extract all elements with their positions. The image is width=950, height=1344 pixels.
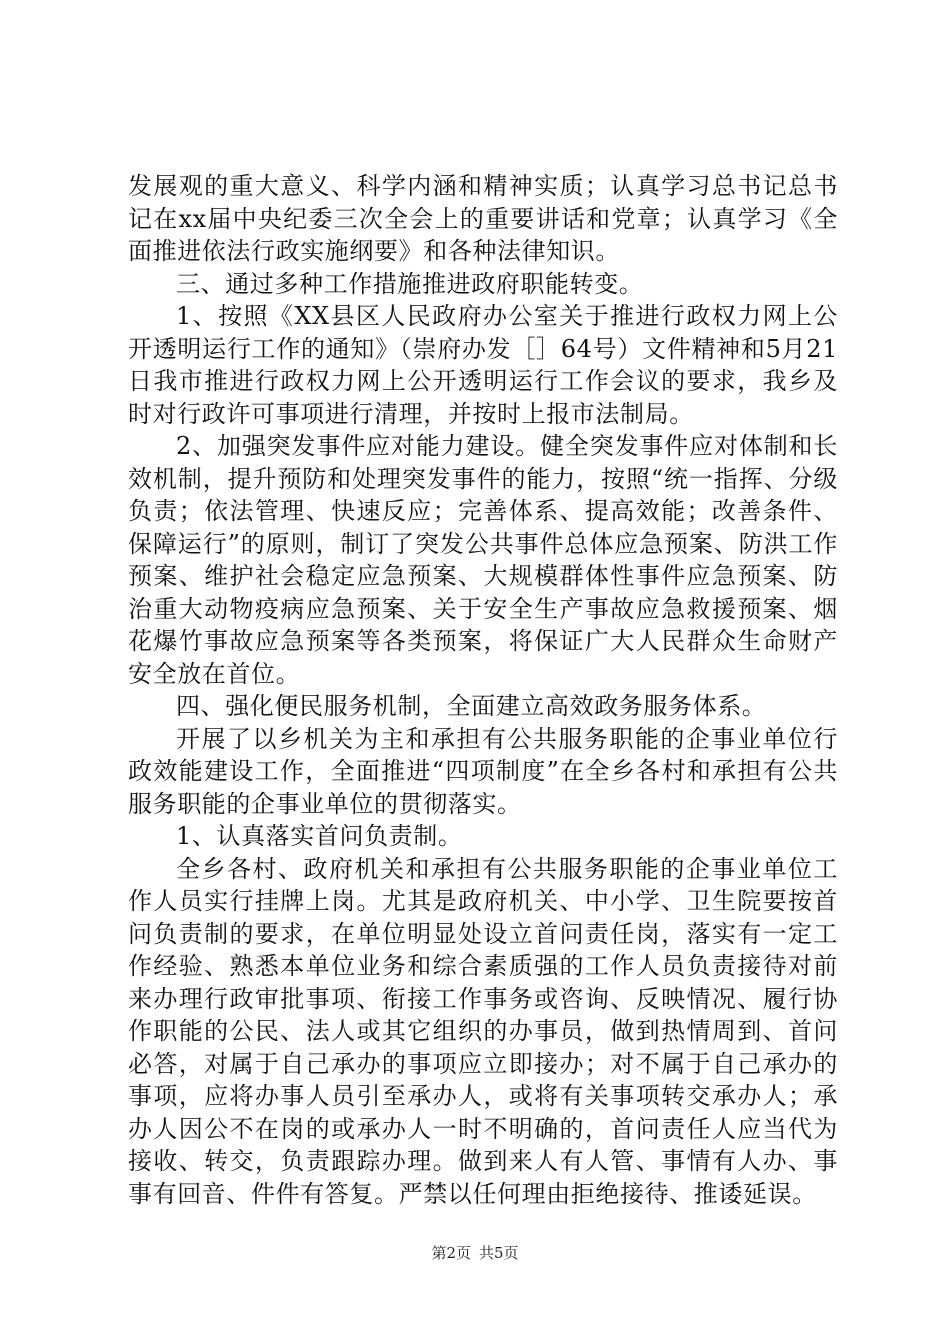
paragraph-8: 全乡各村、政府机关和承担有公共服务职能的企事业单位工作人员实行挂牌上岗。尤其是政府机关、中小学、卫生院要按首问负责制的要求，在单位明显处设立首问责任岗，落实有一定工作经验、熟悉本单位业务和综合素质强的工作人员负责接待对前来办理行政审批事项、衔接工作事务或咨询、反映情况、履行协作职能的公民、法人或其它组织的办事员，做到热情周到、首问必答，对属于自己承办的事项应立即接办；对不属于自己承办的事项，应将办事人员引至承办人，或将有关事项转交承办人；承办人因公不在岗的或承办人一时不明确的，首问责任人应当代为接收、转交，负责跟踪办理。做到来人有人管、事情有人办、事事有回音、件件有答复。严禁以任何理由拒绝接待、推诿延误。 <box>128 854 838 1208</box>
paragraph-1: 发展观的重大意义、科学内涵和精神实质；认真学习总书记总书记在xx届中央纪委三次全会上的重要讲话和党章；认真学习《全面推进依法行政实施纲要》和各种法律知识。 <box>128 172 838 265</box>
page-total: 共5页 <box>479 1244 519 1262</box>
paragraph-6: 开展了以乡机关为主和承担有公共服务职能的企事业单位行政效能建设工作，全面推进“四项制度”在全乡各村和承担有公共服务职能的企事业单位的贯彻落实。 <box>128 724 838 818</box>
paragraph-7: 1、认真落实首问负责制。 <box>176 822 463 850</box>
paragraph-5: 四、强化便民服务机制，全面建立高效政务服务体系。 <box>176 692 767 720</box>
page-number: 第2页 <box>431 1244 471 1262</box>
paragraph-3: 1、按照《XX县区人民政府办公室关于推进行政权力网上公开透明运行工作的通知》（崇府办发［］64号）文件精神和5月21日我市推进行政权力网上公开透明运行工作会议的要求，我乡及时对行政许可事项进行清理，并按时上报市法制局。 <box>128 302 838 428</box>
paragraph-2: 三、通过多种工作措施推进政府职能转变。 <box>176 269 644 298</box>
paragraph-4: 2、加强突发事件应对能力建设。健全突发事件应对体制和长效机制，提升预防和处理突发事件的能力，按照“统一指挥、分级负责；依法管理、快速反应；完善体系、提高效能；改善条件、保障运行”的原则，制订了突发公共事件总体应急预案、防洪工作预案、维护社会稳定应急预案、大规模群体性事件应急预案、防治重大动物疫病应急预案、关于安全生产事故应急救援预案、烟花爆竹事故应急预案等各类预案，将保证广大人民群众生命财产安全放在首位。 <box>128 432 838 688</box>
page-footer <box>0 1242 950 1263</box>
document-body <box>128 170 838 1210</box>
